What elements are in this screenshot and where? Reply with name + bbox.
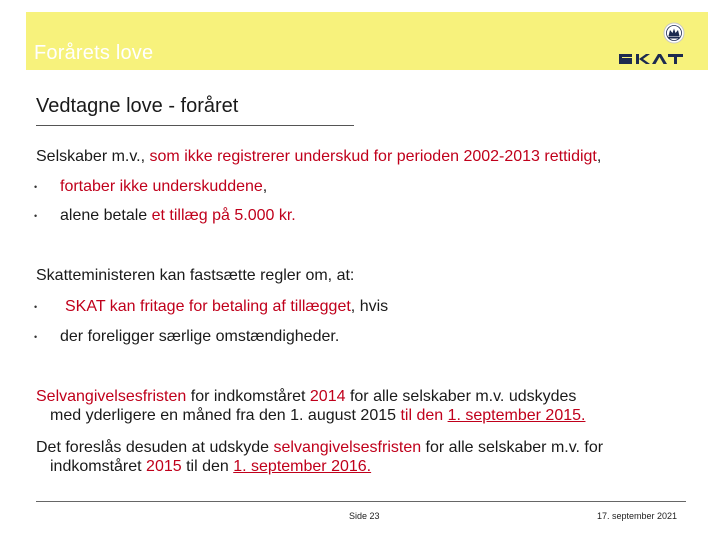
bullet-item: [34, 327, 340, 347]
bullet-highlight: et tillæg på 5.000 kr.: [151, 207, 296, 224]
header-title: Forårets love: [34, 42, 154, 64]
highlight-text: til den: [400, 407, 448, 424]
skat-logo: [618, 16, 688, 68]
bullet-item: [34, 177, 268, 197]
body-text: indkomståret: [50, 458, 147, 475]
body-text: for alle selskaber m.v. udskydes: [345, 388, 577, 405]
intro-comma: ,: [596, 148, 602, 165]
bullet-text: alene betale: [60, 207, 152, 224]
body-text: for alle selskaber m.v. for: [421, 439, 604, 456]
bullet-item: [34, 297, 389, 317]
bullet-dot: •: [34, 332, 38, 342]
highlight-date: 1. september 2016.: [233, 458, 372, 475]
bullet-dot: •: [34, 302, 38, 312]
body-text: med yderligere en måned fra den 1. august 2015: [50, 407, 401, 424]
skat-logo-wordmark: [619, 54, 683, 64]
intro-text: Selskaber m.v.,: [36, 148, 150, 165]
highlight-text: Selvangivelsesfristen: [36, 388, 187, 405]
slide-subtitle: Vedtagne love - foråret: [36, 95, 239, 117]
bullet-highlight: SKAT kan fritage for betaling af tillægget: [65, 298, 351, 315]
bullet-dot: •: [34, 211, 38, 221]
bullet-text: der foreligger særlige omstændigheder.: [60, 328, 340, 345]
body-text: for indkomståret: [186, 388, 310, 405]
intro-highlight: som ikke registrerer underskud for perioden 2002-2013 rettidigt: [149, 148, 597, 165]
bullet-dot: •: [34, 182, 38, 192]
highlight-text: 2015: [146, 458, 182, 475]
subtitle-underline: [36, 125, 354, 126]
bullet-highlight: fortaber ikke underskuddene: [60, 178, 263, 195]
body-text: til den: [181, 458, 234, 475]
deadline-paragraph-line2: [50, 406, 585, 426]
minister-paragraph: Skatteministeren kan fastsætte regler om, at:: [36, 267, 355, 284]
intro-paragraph: [36, 147, 601, 167]
footer-date: 17. september 2021: [597, 511, 678, 521]
deadline-paragraph-line1: [36, 387, 576, 407]
highlight-text: selvangivelsesfristen: [273, 439, 422, 456]
footer-divider: [36, 501, 686, 502]
proposal-paragraph-line2: [50, 457, 371, 477]
bullet-item: [34, 206, 296, 226]
proposal-paragraph-line1: [36, 438, 603, 458]
body-text: Det foreslås desuden at udskyde: [36, 439, 274, 456]
footer-page-number: Side 23: [349, 511, 380, 521]
highlight-date: 1. september 2015.: [447, 407, 586, 424]
highlight-text: 2014: [309, 388, 346, 405]
bullet-text: ,: [262, 178, 268, 195]
bullet-text: , hvis: [350, 298, 389, 315]
